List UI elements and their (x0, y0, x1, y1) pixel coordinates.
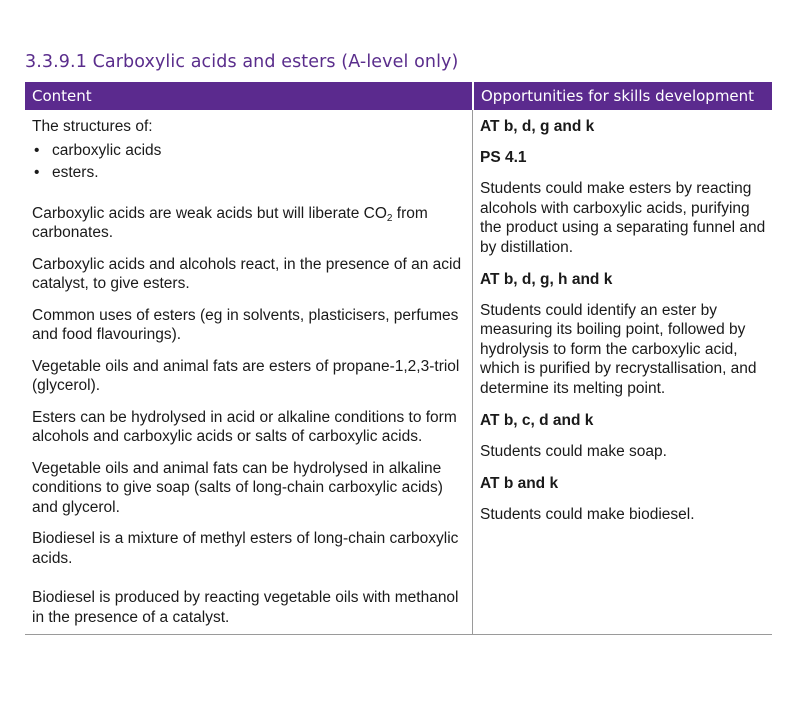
bullet-icon: • (34, 163, 40, 181)
opportunity-text: Students could make esters by reacting alcohols with carboxylic acids, purifying the product using a separating funnel and by distillation. (480, 180, 766, 256)
table-header-row (25, 82, 772, 110)
co2-text-before: Carboxylic acids are weak acids but will liberate CO (32, 204, 387, 222)
content-paragraph: Biodiesel is a mixture of methyl esters of long-chain carboxylic acids. (32, 530, 459, 567)
content-paragraph: Biodiesel is produced by reacting vegetable oils with methanol in the presence of a catalyst. (32, 589, 459, 626)
opportunities-column (473, 110, 772, 634)
at-code: AT b and k (480, 475, 559, 492)
ps-code: PS 4.1 (480, 148, 527, 166)
at-code: AT b, d, g, h and k (480, 271, 613, 288)
header-opportunities: Opportunities for skills development (474, 82, 772, 110)
list-item-text: carboxylic acids (52, 141, 162, 159)
content-paragraph: Vegetable oils and animal fats are esters of propane-1,2,3-triol (glycerol). (32, 357, 460, 394)
at-code: AT b, c, d and k (480, 412, 594, 429)
opportunity-text: Students could identify an ester by measuring its boiling point, followed by hydrolysis to form the carboxylic acid, which is purified by recrystallisation, and determine its melting point. (480, 301, 757, 397)
co2-subscript: 2 (386, 212, 393, 224)
content-intro: The structures of: (32, 118, 153, 135)
section-title: 3.3.9.1 Carboxylic acids and esters (A-level only) (25, 52, 459, 72)
table-body-row (25, 110, 772, 635)
header-content: Content (25, 82, 472, 110)
content-paragraph: Carboxylic acids and alcohols react, in the presence of an acid catalyst, to give esters. (32, 255, 462, 292)
opportunity-text: Students could make soap. (480, 442, 667, 460)
list-item (32, 162, 464, 184)
list-item (32, 140, 464, 162)
bullet-icon: • (34, 141, 40, 159)
content-paragraph-co2 (32, 204, 464, 243)
opportunity-text: Students could make biodiesel. (480, 505, 695, 523)
content-paragraph: Common uses of esters (eg in solvents, plasticisers, perfumes and food flavourings). (32, 306, 459, 343)
content-paragraph: Vegetable oils and animal fats can be hydrolysed in alkaline conditions to give soap (salts of long-chain carboxylic acids) and glycerol. (32, 459, 443, 516)
content-column (25, 110, 473, 634)
content-paragraph: Esters can be hydrolysed in acid or alkaline conditions to form alcohols and carboxylic acids or salts of carboxylic acids. (32, 408, 457, 445)
list-item-text: esters. (52, 163, 99, 181)
co2-text-after: from carbonates. (32, 204, 428, 241)
structures-list (32, 140, 464, 184)
at-code: AT b, d, g and k (480, 118, 595, 135)
specification-table (25, 82, 772, 635)
